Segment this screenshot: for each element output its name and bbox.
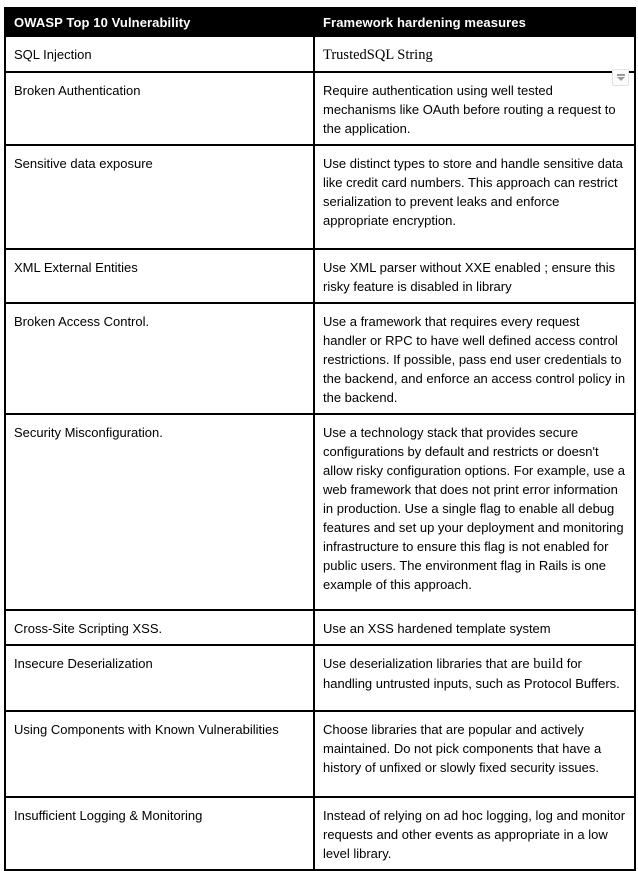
measure-cell [314, 249, 635, 303]
table-row [5, 249, 635, 303]
vulnerability-cell: SQL Injection [5, 36, 314, 72]
vulnerability-cell: Security Misconfiguration. [5, 414, 314, 610]
measure-text-segment: Require authentication using well tested mechanisms like OAuth before routing a request to the application. [323, 83, 616, 136]
measure-cell [314, 645, 635, 711]
vulnerability-cell: Sensitive data exposure [5, 145, 314, 249]
measure-text-segment: for handling untrusted inputs, such as Protocol Buffers. [323, 656, 620, 691]
table-body [5, 36, 635, 870]
measure-cell [314, 797, 635, 870]
table-row [5, 72, 635, 145]
measure-text-segment: Use distinct types to store and handle sensitive data like credit card numbers. This approach can restrict serialization to prevent leaks and enforce appropriate encryption. [323, 156, 623, 228]
table-row [5, 645, 635, 711]
table-row [5, 610, 635, 645]
table-header-row [5, 8, 635, 36]
owasp-hardening-table [4, 7, 636, 871]
vulnerability-cell: Using Components with Known Vulnerabilities [5, 711, 314, 797]
measure-cell [314, 414, 635, 610]
measure-cell [314, 610, 635, 645]
measure-cell [314, 711, 635, 797]
measure-text-segment: Choose libraries that are popular and actively maintained. Do not pick components that have a history of unfixed or slowly fixed security issues. [323, 722, 602, 775]
table-row [5, 797, 635, 870]
measure-text-segment: Use deserialization libraries that are [323, 656, 534, 671]
measure-cell [314, 36, 635, 72]
table-row [5, 711, 635, 797]
measure-cell [314, 145, 635, 249]
column-header-measures: Framework hardening measures [314, 8, 635, 36]
vulnerability-cell: Insufficient Logging & Monitoring [5, 797, 314, 870]
vulnerability-cell: Broken Access Control. [5, 303, 314, 414]
table-row [5, 36, 635, 72]
chevron-down-icon [617, 77, 625, 81]
measure-text-segment: Use an XSS hardened template system [323, 621, 551, 636]
scroll-down-marker-button[interactable] [612, 69, 629, 86]
measure-cell [314, 72, 635, 145]
table-row [5, 303, 635, 414]
vulnerability-cell: Cross-Site Scripting XSS. [5, 610, 314, 645]
measure-text-segment: Use a framework that requires every request handler or RPC to have well defined access control restrictions. If possible, pass end user credentials to the backend, and enforce an access control policy in the backend. [323, 314, 626, 405]
measure-text-segment: Instead of relying on ad hoc logging, log and monitor requests and other events as appropriate in a low level library. [323, 808, 626, 861]
measure-text-segment: build [533, 656, 564, 672]
measure-text-segment: Use XML parser without XXE enabled ; ensure this risky feature is disabled in library [323, 260, 616, 294]
vulnerability-cell: Broken Authentication [5, 72, 314, 145]
chevron-down-icon [617, 74, 625, 76]
measure-cell [314, 303, 635, 414]
measure-text-segment: TrustedSQL String [323, 47, 433, 63]
table-row [5, 145, 635, 249]
table-row [5, 414, 635, 610]
vulnerability-cell: Insecure Deserialization [5, 645, 314, 711]
vulnerability-cell: XML External Entities [5, 249, 314, 303]
measure-text-segment: Use a technology stack that provides secure configurations by default and restricts or doesn't allow risky configuration options. For example, use a web framework that does not print error information in production. Use a single flag to enable all debug features and set up your deployment and monitoring infrastructure to ensure this flag is not enabled for public users. The environment flag in Rails is one example of this approach. [323, 425, 626, 592]
column-header-vulnerability: OWASP Top 10 Vulnerability [5, 8, 314, 36]
